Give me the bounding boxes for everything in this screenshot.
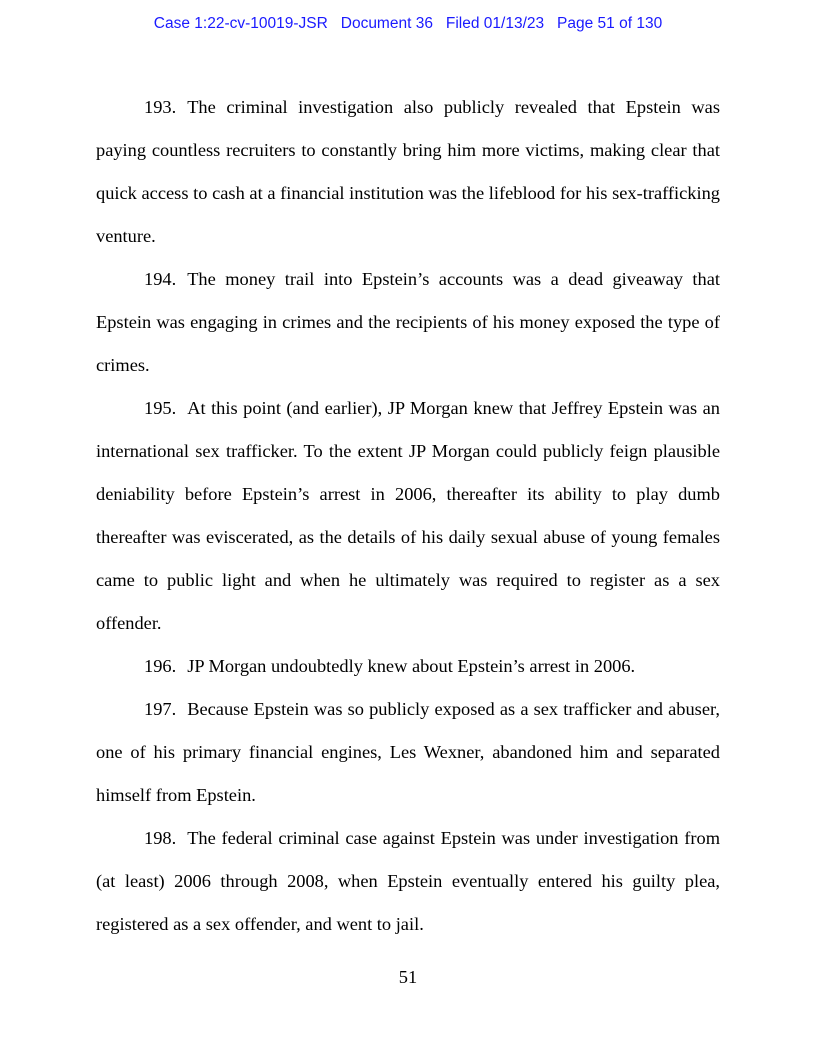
paragraph-text: At this point (and earlier), JP Morgan knew that Jeffrey Epstein was an international sex trafficker. To the extent JP Morgan could publicly feign plausible deniability before Epstein’s arrest in 2006, thereafter its ability to play dumb thereafter was eviscerated, as the details of his daily sexual abuse of young females came to public light and when he ultimately was required to register as a sex offender.: [96, 398, 720, 633]
header-case-number: Case 1:22-cv-10019-JSR: [153, 15, 328, 32]
paragraph-text: Because Epstein was so publicly exposed as a sex trafficker and abuser, one of his primary financial engines, Les Wexner, abandoned him and separated himself from Epstein.: [96, 699, 720, 805]
page-number: 51: [398, 967, 418, 987]
paragraph-196: [96, 645, 720, 688]
header-filed-date: Filed 01/13/23: [445, 15, 545, 32]
paragraph-198: [96, 817, 720, 946]
paragraph-text: The federal criminal case against Epstein was under investigation from (at least) 2006 through 2008, when Epstein eventually entered his guilty plea, registered as a sex offender, and went to jail.: [96, 828, 720, 934]
header-document-number: Document 36: [340, 15, 433, 32]
paragraph-197: [96, 688, 720, 817]
paragraph-number: 198.: [144, 828, 177, 848]
case-header: [0, 15, 816, 33]
paragraph-number: 195.: [144, 398, 177, 418]
paragraph-text: The criminal investigation also publicly revealed that Epstein was paying countless recruiters to constantly bring him more victims, making clear that quick access to cash at a financial institution was the lifeblood for his sex-trafficking venture.: [96, 97, 720, 246]
paragraph-number: 194.: [144, 269, 177, 289]
document-body: [96, 86, 720, 946]
paragraph-194: [96, 258, 720, 387]
paragraph-text: JP Morgan undoubtedly knew about Epstein’s arrest in 2006.: [187, 656, 636, 676]
paragraph-number: 193.: [144, 97, 177, 117]
paragraph-text: The money trail into Epstein’s accounts was a dead giveaway that Epstein was engaging in crimes and the recipients of his money exposed the type of crimes.: [96, 269, 720, 375]
header-page-count: Page 51 of 130: [557, 15, 663, 32]
paragraph-193: [96, 86, 720, 258]
paragraph-number: 197.: [144, 699, 177, 719]
paragraph-195: [96, 387, 720, 645]
paragraph-number: 196.: [144, 656, 177, 676]
